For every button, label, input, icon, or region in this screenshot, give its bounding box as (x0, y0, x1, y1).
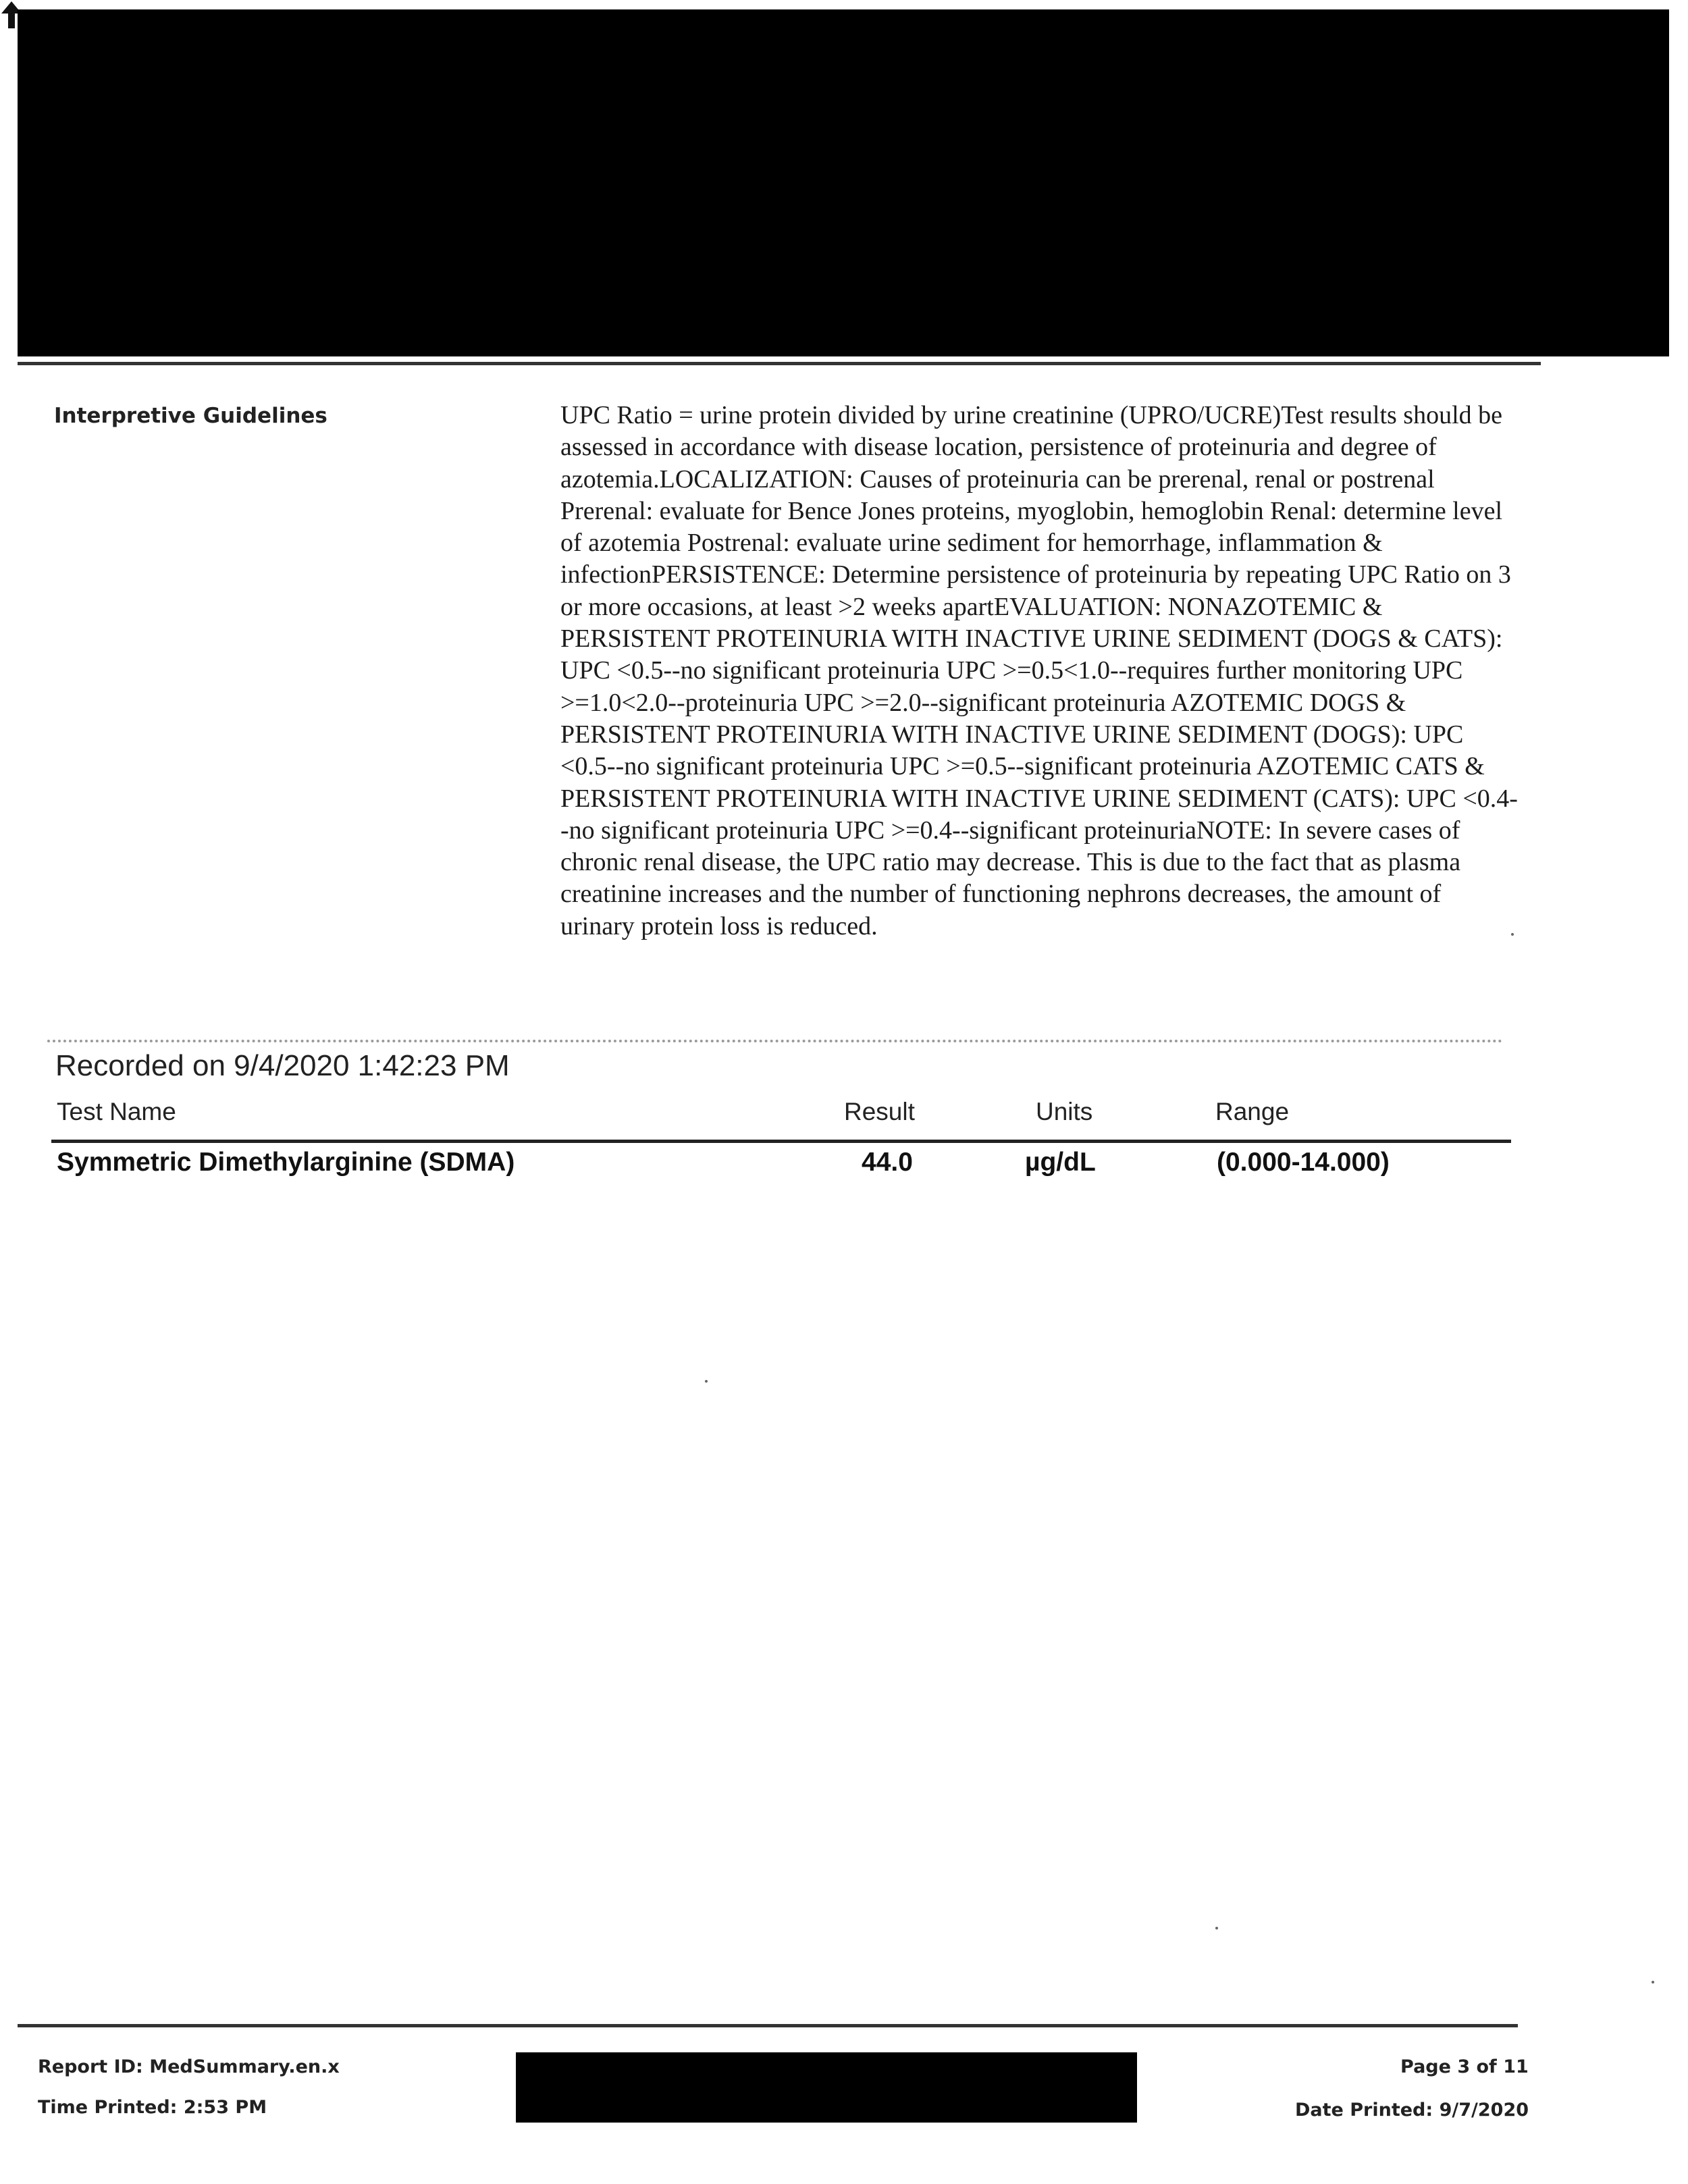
scan-speck (705, 1380, 708, 1383)
column-header-range: Range (1215, 1098, 1290, 1125)
redacted-header-block (18, 9, 1669, 356)
scan-speck (1652, 1981, 1654, 1983)
redacted-footer-block (516, 2052, 1137, 2123)
time-printed: Time Printed: 2:53 PM (38, 2097, 267, 2118)
table-header-divider (51, 1140, 1511, 1143)
recorded-timestamp: Recorded on 9/4/2020 1:42:23 PM (55, 1049, 510, 1082)
test-name-cell: Symmetric Dimethylarginine (SDMA) (57, 1148, 515, 1177)
report-id: Report ID: MedSummary.en.x (38, 2056, 340, 2077)
header-divider (18, 362, 1541, 365)
range-cell: (0.000-14.000) (1217, 1148, 1390, 1177)
footer-divider (18, 2024, 1518, 2027)
column-header-test-name: Test Name (57, 1098, 176, 1125)
result-cell: 44.0 (862, 1148, 913, 1177)
column-header-units: Units (1036, 1098, 1093, 1125)
section-divider (47, 1040, 1503, 1042)
page-number: Page 3 of 11 (1400, 2056, 1529, 2077)
guidelines-label: Interpretive Guidelines (54, 404, 327, 428)
column-header-result: Result (844, 1098, 915, 1125)
scan-speck (1215, 1927, 1218, 1929)
units-cell: µg/dL (1025, 1148, 1096, 1177)
date-printed: Date Printed: 9/7/2020 (1295, 2100, 1529, 2121)
guidelines-text: UPC Ratio = urine protein divided by urine creatinine (UPRO/UCRE)Test results should be assessed in accordance with disease location, persistence of proteinuria and degree of azotemia.LOCALIZATION: Causes of proteinuria can be prerenal, renal or postrenal Prerenal: evaluate for Bence Jones proteins, myoglobin, hemoglobin Renal: determine level of azotemia Postrenal: evaluate urine sediment for hemorrhage, inflammation & infectionPERSISTENCE: Determine persistence of proteinuria by repeating UPC Ratio on 3 or more occasions, at least >2 weeks apartEVALUATION: NONAZOTEMIC & PERSISTENT PROTEINURIA WITH INACTIVE URINE SEDIMENT (DOGS & CATS): UPC <0.5--no significant proteinuria UPC >=0.5<1.0--requires further monitoring UPC >=1.0<2.0--proteinuria UPC >=2.0--significant proteinuria AZOTEMIC DOGS & PERSISTENT PROTEINURIA WITH INACTIVE URINE SEDIMENT (DOGS): UPC <0.5--no significant proteinuria UPC >=0.5--significant proteinuria AZOTEMIC CATS & PERSISTENT PROTEINURIA WITH INACTIVE URINE SEDIMENT (CATS): UPC <0.4--no significant proteinuria UPC >=0.4--significant proteinuriaNOTE: In severe cases of chronic renal disease, the UPC ratio may decrease. This is due to the fact that as plasma creatinine increases and the number of functioning nephrons decreases, the amount of urinary protein loss is reduced. (560, 401, 1518, 940)
scan-speck (1511, 933, 1514, 936)
